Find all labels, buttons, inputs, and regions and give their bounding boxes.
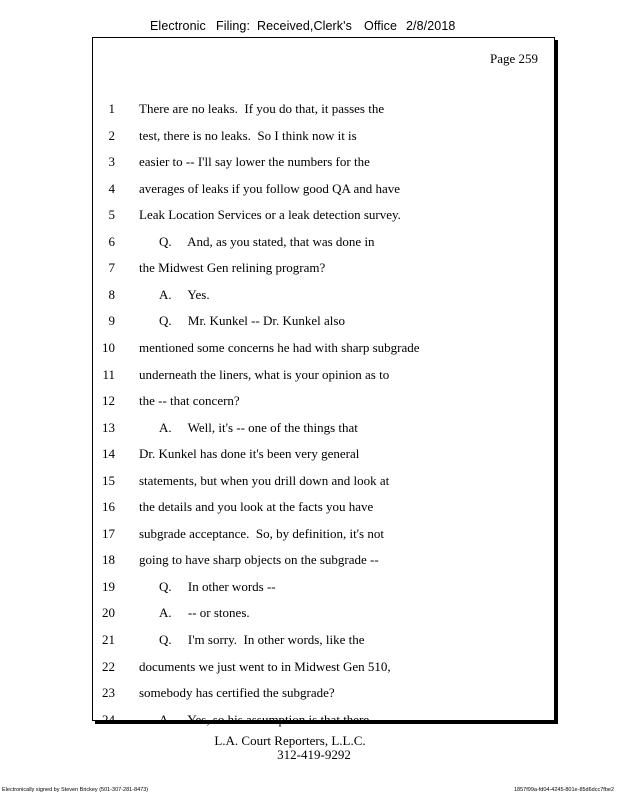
transcript-line (93, 179, 554, 199)
filing-header-office: Office (364, 19, 398, 33)
line-number: 3 (108, 154, 115, 170)
line-text: mentioned some concerns he had with sharp subgrade (139, 339, 420, 355)
transcript-line (93, 710, 554, 730)
transcript-line (93, 365, 554, 385)
transcript-line (93, 258, 554, 278)
transcript-line (93, 418, 554, 438)
transcript-line (93, 630, 554, 650)
line-number: 22 (102, 658, 115, 674)
line-text: Leak Location Services or a leak detection survey. (139, 207, 401, 223)
line-number: 24 (102, 711, 115, 727)
line-text: Q. In other words -- (159, 578, 276, 594)
line-number: 18 (102, 552, 115, 568)
filing-header-electronic: Electronic (150, 19, 206, 33)
line-number: 2 (108, 127, 115, 143)
transcript-line (93, 126, 554, 146)
line-text: Q. I'm sorry. In other words, like the (159, 632, 365, 647)
transcript-line (93, 444, 554, 464)
line-number: 4 (108, 180, 115, 196)
transcript-line (93, 603, 554, 623)
line-text: test, there is no leaks. So I think now it is (139, 127, 357, 143)
transcript-line (93, 577, 554, 597)
line-number: 7 (108, 260, 115, 276)
line-number: 13 (102, 419, 115, 435)
transcript-line (93, 683, 554, 703)
transcript-line (93, 232, 554, 252)
transcript-line (93, 497, 554, 517)
line-text: the details and you look at the facts you have (139, 499, 374, 515)
line-number: 19 (102, 578, 115, 594)
transcript-line (93, 152, 554, 172)
footer-company: L.A. Court Reporters, L.L.C. (214, 733, 366, 748)
line-text: There are no leaks. If you do that, it passes the (139, 101, 385, 116)
line-text: documents we just went to in Midwest Gen 510, (139, 658, 391, 674)
line-text: underneath the liners, what is your opinion as to (139, 366, 390, 382)
line-number: 11 (102, 366, 115, 382)
line-text: Q. And, as you stated, that was done in (159, 233, 375, 249)
document-id: 1857f99a-fd04-4245-801e-85d6dcc7fbe2 (514, 787, 614, 793)
transcript-line (93, 524, 554, 544)
transcript-line (93, 391, 554, 411)
line-number: 14 (102, 446, 115, 462)
line-number: 16 (102, 499, 115, 515)
filing-header-date: 2/8/2018 (406, 19, 456, 33)
footer-phone: 312-419-9292 (277, 747, 351, 762)
transcript-line (93, 205, 554, 225)
transcript-line (93, 471, 554, 491)
line-text: somebody has certified the subgrade? (139, 685, 335, 701)
line-number: 23 (102, 685, 115, 701)
line-text: going to have sharp objects on the subgrade -- (139, 552, 379, 568)
line-number: 9 (108, 313, 115, 329)
line-text: subgrade acceptance. So, by definition, it's not (139, 525, 384, 541)
line-number: 10 (102, 339, 115, 355)
line-text: statements, but when you drill down and look at (139, 472, 390, 488)
transcript-line (93, 338, 554, 358)
transcript-page (92, 37, 555, 727)
filing-header-filing: Filing: (216, 19, 251, 33)
line-number: 12 (102, 393, 115, 409)
transcript-line (93, 550, 554, 570)
line-number: 8 (108, 286, 115, 302)
transcript-line (93, 311, 554, 331)
page-number: Page 259 (489, 51, 538, 66)
line-text: A. Yes. (159, 286, 210, 302)
filing-header-received: Received,Clerk's (257, 19, 352, 33)
transcript-line (93, 285, 554, 305)
line-text: A. -- or stones. (159, 605, 250, 621)
line-number: 17 (102, 525, 115, 541)
transcript-line (93, 657, 554, 677)
transcript-line (93, 99, 554, 119)
line-text: Dr. Kunkel has done it's been very general (139, 446, 360, 462)
line-number: 21 (102, 632, 115, 647)
line-number: 5 (108, 207, 115, 223)
line-text: averages of leaks if you follow good QA and have (139, 180, 401, 196)
line-number: 20 (102, 605, 115, 621)
line-text: the Midwest Gen relining program? (139, 260, 326, 276)
line-text: Q. Mr. Kunkel -- Dr. Kunkel also (159, 313, 345, 329)
electronic-signature: Electronically signed by Steven Brickey (501-307-281-8473) (2, 787, 149, 793)
line-number: 6 (108, 233, 115, 249)
line-number: 15 (102, 472, 115, 488)
line-text: the -- that concern? (139, 393, 240, 409)
line-text: A. Yes, so his assumption is that there (159, 711, 370, 727)
line-text: easier to -- I'll say lower the numbers for the (139, 154, 370, 170)
transcript-lines (93, 38, 554, 727)
line-text: A. Well, it's -- one of the things that (159, 419, 358, 435)
line-number: 1 (108, 101, 115, 116)
